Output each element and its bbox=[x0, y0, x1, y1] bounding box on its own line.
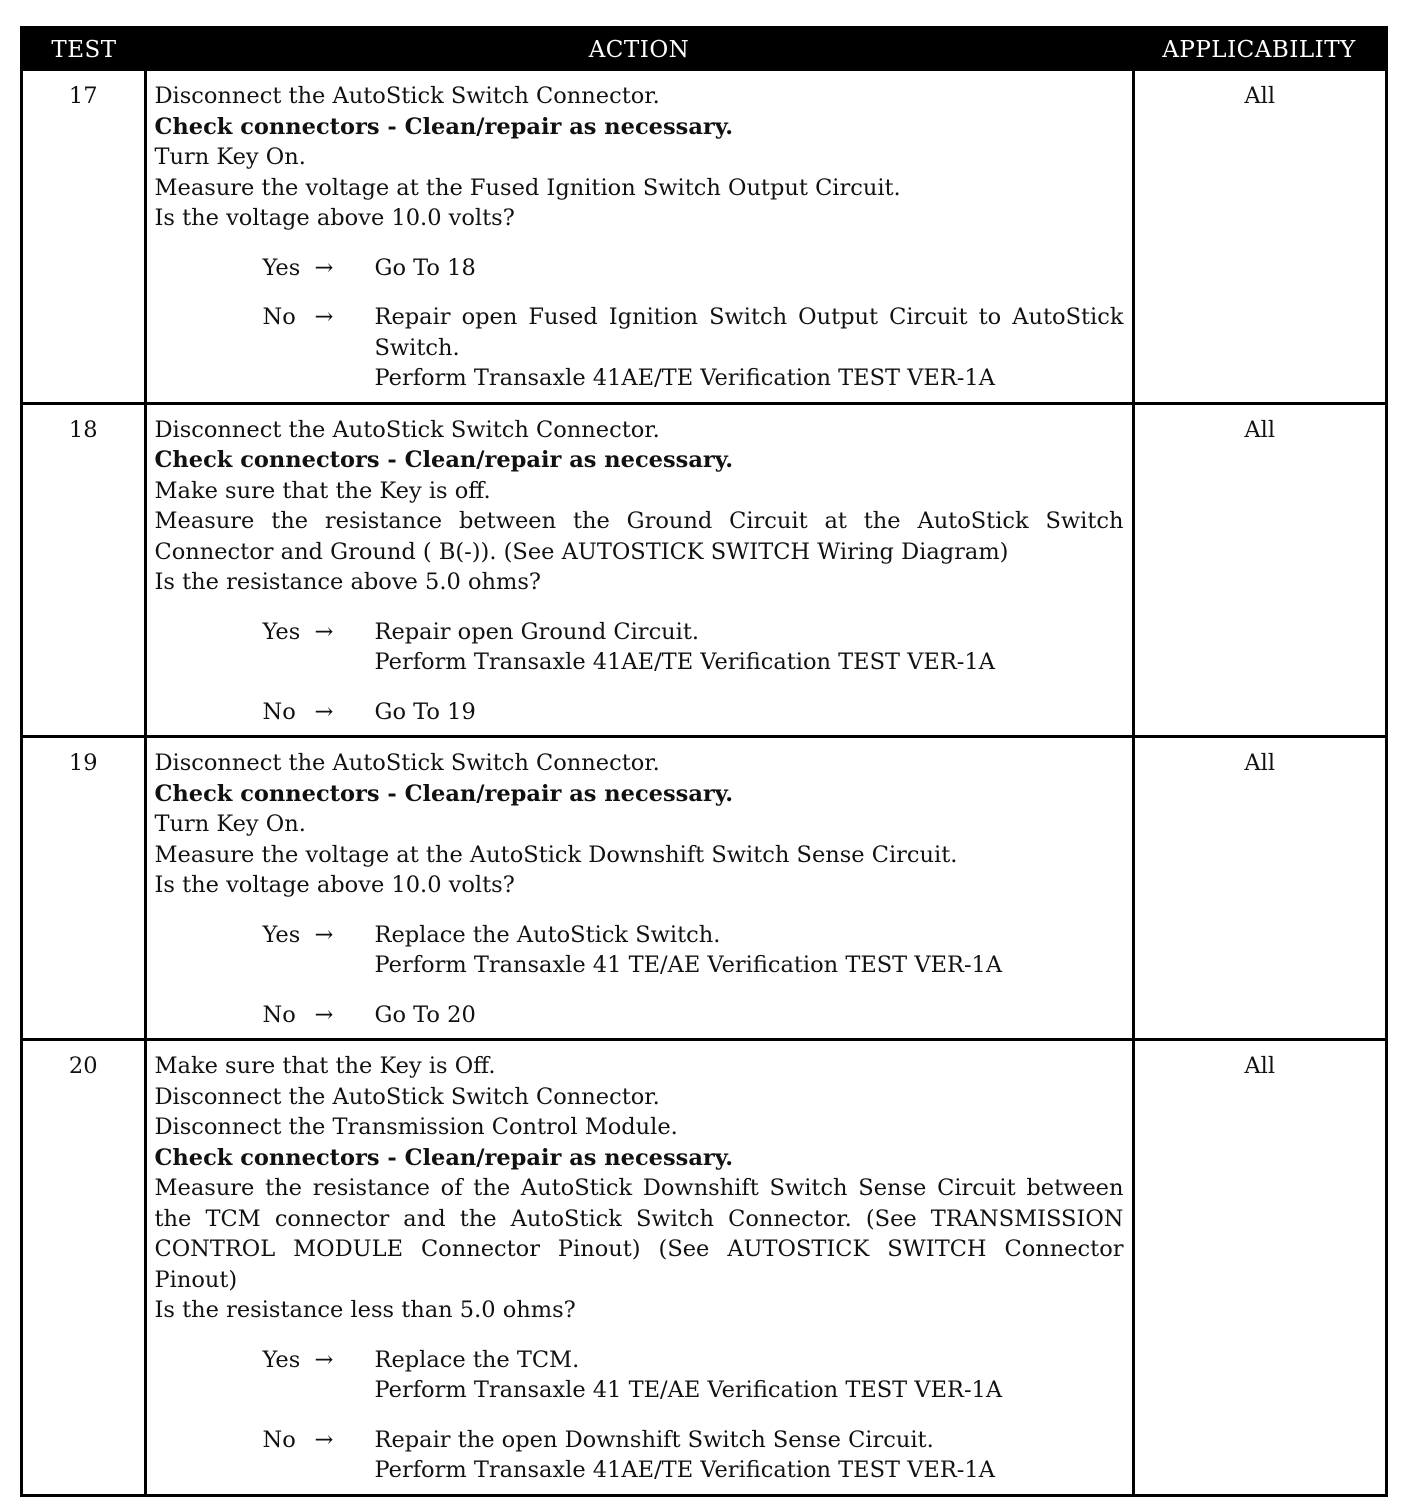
step-text: Disconnect the AutoStick Switch Connector. bbox=[154, 1083, 660, 1110]
outcome-body bbox=[375, 253, 1124, 284]
header-test: TEST bbox=[23, 29, 145, 71]
test-number: 19 bbox=[23, 737, 145, 1040]
outcome-body bbox=[375, 1000, 1124, 1031]
outcome-yes bbox=[155, 617, 1124, 678]
outcome-line: Perform Transaxle 41AE/TE Verification TEST VER-1A bbox=[374, 649, 995, 675]
outcome-no bbox=[155, 1000, 1124, 1031]
step-text-bold: Check connectors - Clean/repair as necessary. bbox=[154, 780, 734, 807]
step-text: Turn Key On. bbox=[154, 144, 306, 170]
action-cell bbox=[145, 737, 1133, 1040]
table-header-row bbox=[23, 29, 1385, 71]
diagnostic-test-table bbox=[20, 26, 1388, 1497]
outcome-line: Repair the open Downshift Switch Sense Circuit. bbox=[374, 1426, 934, 1453]
table-row bbox=[23, 71, 1385, 403]
step-text: Measure the resistance of the AutoStick Downshift Switch Sense Circuit between the TCM connector and the AutoStick Switch Connector. (See TRANSMISSION CONTROL MODULE Connector Pinout) (See AUTOSTICK SWITCH Connector Pinout) bbox=[154, 1175, 1124, 1293]
outcome-line: Repair open Fused Ignition Switch Output Circuit to AutoStick Switch. bbox=[374, 304, 1124, 361]
arrow-icon: → bbox=[314, 254, 334, 281]
arrow-icon: → bbox=[314, 921, 334, 948]
question-text: Is the voltage above 10.0 volts? bbox=[154, 205, 515, 231]
outcome-body bbox=[375, 1425, 1124, 1486]
header-action: ACTION bbox=[145, 29, 1133, 71]
step-text: Make sure that the Key is Off. bbox=[154, 1053, 496, 1079]
table-row bbox=[23, 1040, 1385, 1494]
question-text: Is the voltage above 10.0 volts? bbox=[154, 872, 515, 898]
outcome-yes bbox=[155, 253, 1124, 284]
arrow-icon: → bbox=[314, 1346, 334, 1373]
outcome-line: Perform Transaxle 41AE/TE Verification TEST VER-1A bbox=[374, 365, 995, 391]
step-text: Turn Key On. bbox=[154, 811, 306, 837]
answer-label: No bbox=[262, 1001, 296, 1028]
test-number: 20 bbox=[23, 1040, 145, 1494]
arrow-icon: → bbox=[314, 618, 334, 645]
outcome-line: Perform Transaxle 41 TE/AE Verification TEST VER-1A bbox=[374, 1377, 1003, 1403]
outcome-line: Perform Transaxle 41AE/TE Verification TEST VER-1A bbox=[374, 1457, 995, 1483]
outcome-yes bbox=[155, 1345, 1124, 1406]
step-text-bold: Check connectors - Clean/repair as necessary. bbox=[154, 447, 734, 473]
action-cell bbox=[145, 403, 1133, 737]
test-number: 17 bbox=[23, 71, 145, 403]
outcome-body bbox=[375, 1345, 1124, 1406]
outcome-line: Replace the TCM. bbox=[374, 1346, 580, 1373]
answer-label: Yes bbox=[262, 618, 301, 645]
outcome-line: Go To 20 bbox=[374, 1001, 476, 1028]
outcome-line: Repair open Ground Circuit. bbox=[374, 618, 700, 645]
answer-label: No bbox=[262, 1426, 296, 1453]
test-table bbox=[23, 29, 1385, 1494]
outcome-body bbox=[375, 302, 1124, 394]
answer-label: No bbox=[262, 698, 296, 725]
outcome-no bbox=[155, 697, 1124, 728]
step-text: Make sure that the Key is off. bbox=[154, 477, 491, 504]
outcome-body bbox=[375, 920, 1124, 981]
step-text: Disconnect the AutoStick Switch Connector. bbox=[154, 416, 660, 443]
step-text: Disconnect the AutoStick Switch Connector. bbox=[154, 83, 660, 109]
answer-label: Yes bbox=[262, 254, 301, 281]
step-text-bold: Check connectors - Clean/repair as necessary. bbox=[154, 1144, 734, 1171]
outcome-yes bbox=[155, 920, 1124, 981]
outcome-line: Go To 19 bbox=[374, 698, 476, 725]
question-text: Is the resistance less than 5.0 ohms? bbox=[154, 1297, 576, 1323]
applicability-value: All bbox=[1244, 83, 1276, 109]
arrow-icon: → bbox=[314, 1426, 334, 1453]
test-number: 18 bbox=[23, 403, 145, 737]
step-text: Disconnect the Transmission Control Module. bbox=[154, 1114, 678, 1140]
step-text: Measure the voltage at the Fused Ignition Switch Output Circuit. bbox=[154, 174, 901, 201]
action-cell bbox=[145, 1040, 1133, 1494]
outcome-no bbox=[155, 1425, 1124, 1486]
question-text: Is the resistance above 5.0 ohms? bbox=[154, 569, 541, 595]
outcome-line: Go To 18 bbox=[374, 254, 476, 281]
answer-label: Yes bbox=[262, 1346, 301, 1373]
table-row bbox=[23, 737, 1385, 1040]
outcome-body bbox=[375, 617, 1124, 678]
step-text: Measure the voltage at the AutoStick Downshift Switch Sense Circuit. bbox=[154, 841, 958, 868]
arrow-icon: → bbox=[314, 698, 334, 725]
applicability-value: All bbox=[1133, 737, 1385, 1040]
outcome-line: Perform Transaxle 41 TE/AE Verification TEST VER-1A bbox=[374, 952, 1003, 978]
action-cell bbox=[145, 71, 1133, 403]
header-applicability: APPLICABILITY bbox=[1133, 29, 1385, 71]
step-text: Disconnect the AutoStick Switch Connector. bbox=[154, 750, 660, 776]
applicability-value: All bbox=[1133, 1040, 1385, 1494]
step-text-bold: Check connectors - Clean/repair as necessary. bbox=[154, 113, 734, 140]
arrow-icon: → bbox=[314, 1001, 334, 1028]
step-text: Measure the resistance between the Ground Circuit at the AutoStick Switch Connector and Ground ( B(-)). (See AUTOSTICK SWITCH Wiring Diagram) bbox=[154, 508, 1124, 565]
applicability-value: All bbox=[1133, 403, 1385, 737]
answer-label: No bbox=[262, 304, 296, 330]
answer-label: Yes bbox=[262, 921, 301, 948]
table-row bbox=[23, 403, 1385, 737]
outcome-no bbox=[155, 302, 1124, 394]
outcome-line: Replace the AutoStick Switch. bbox=[374, 921, 721, 948]
outcome-body bbox=[375, 697, 1124, 728]
arrow-icon: → bbox=[314, 304, 334, 330]
